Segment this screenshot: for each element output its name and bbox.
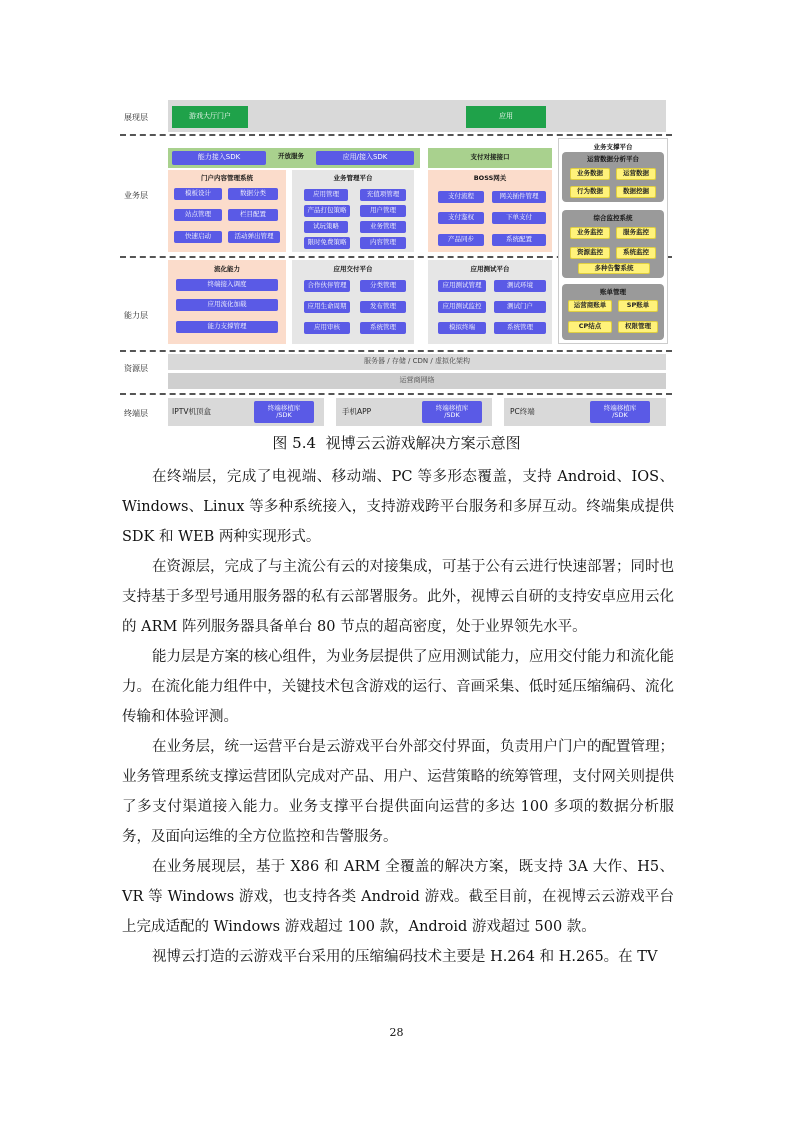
monitor-item: 系统监控 [616,247,656,259]
layer-label-terminal: 终端层 [124,409,148,418]
boss-item: 产品同步 [438,234,484,246]
streaming-item: 能力支撑管理 [176,321,278,333]
layer-label-resource: 资源层 [124,364,148,373]
capability-sdk-box: 能力接入SDK [172,151,266,165]
delivery-item: 发布管理 [360,301,406,313]
streaming-title: 流化能力 [214,265,240,273]
streaming-item: 应用流化加载 [176,299,278,311]
page-number: 28 [389,1026,404,1039]
portal-item: 活动弹出管理 [228,231,280,243]
monitor-item: 服务监控 [616,227,656,239]
paragraph: 在业务展现层，基于 X86 和 ARM 全覆盖的解决方案，既支持 3A 大作、H5、VR 等 Windows 游戏，也支持各类 Android 游戏。截至目前，在视博云云游戏平台上完成适配的 Windows 游戏超过 100 款，Android 游戏超过 500 款。 [122,859,674,935]
analytics-item: 数据挖掘 [616,186,656,198]
testing-item: 模拟终端 [438,322,486,334]
open-service-label: 开放服务 [278,152,304,161]
analytics-item: 运营数据 [616,168,656,180]
portal-item: 快速启动 [174,231,222,243]
separator [120,350,672,352]
lobby-portal-box: 游戏大厅门户 [172,106,248,128]
terminal-sdk-box: 终端移植库 /SDK [590,401,650,423]
portal-item: 数据分类 [228,188,278,200]
layer-label-capability: 能力层 [124,311,148,320]
terminal-sdk-box: 终端移植库 /SDK [422,401,482,423]
testing-item: 应用测试监控 [438,301,486,313]
separator [120,134,672,136]
analytics-item: 业务数据 [570,168,610,180]
billing-item: CP结点 [568,321,612,333]
delivery-item: 分类管理 [360,280,406,292]
paragraph: 能力层是方案的核心组件，为业务层提供了应用测试能力，应用交付能力和流化能力。在流化能力组件中，关键技术包含游戏的运行、音画采集、低时延压缩编码、流化传输和体验评测。 [122,649,674,725]
figure-caption: 图 5.4 视博云云游戏解决方案示意图 [272,434,521,452]
paragraph: 在资源层，完成了与主流公有云的对接集成，可基于公有云进行快速部署；同时也支持基于多型号通用服务器的私有云部署服务。此外，视博云自研的支持安卓应用云化的 ARM 阵列服务器具备单台 80 节点的超高密度，处于业界领先水平。 [122,559,674,635]
paragraph: 视博云打造的云游戏平台采用的压缩编码技术主要是 H.264 和 H.265。在 TV [152,949,658,965]
body-text [122,462,674,972]
paragraph: 在业务层，统一运营平台是云游戏平台外部交付界面，负责用户门户的配置管理；业务管理系统支撑运营团队完成对产品、用户、运营策略的统筹管理，支付网关则提供了多支付渠道接入能力。业务支撑平台提供面向运营的多达 100 多项的数据分析服务，及面向运维的全方位监控和告警服务。 [122,739,674,845]
biz-mgmt-item: 试玩策略 [304,221,348,233]
delivery-item: 应用审核 [304,322,350,334]
monitor-item: 业务监控 [570,227,610,239]
app-box: 应用 [466,106,546,128]
streaming-item: 终端接入调度 [176,279,278,291]
monitor-item: 多种告警系统 [578,263,650,274]
portal-item: 站点管理 [174,209,222,221]
biz-mgmt-item: 应用管理 [304,189,348,201]
app-sdk-box: 应用/接入SDK [316,151,414,165]
terminal-sdk-box: 终端移植库 /SDK [254,401,314,423]
testing-item: 测试环境 [494,280,546,292]
layer-label-business: 业务层 [124,191,148,200]
biz-support-title: 业务支撑平台 [593,143,633,151]
portal-cms-title: 门户内容管理系统 [201,174,253,182]
biz-mgmt-item: 业务管理 [360,221,406,233]
resource-network-bar: 运营商网络 [168,373,666,389]
layer-label-presentation: 展现层 [124,113,148,122]
portal-item: 栏目配置 [228,209,278,221]
boss-item: 支付鉴权 [438,212,484,224]
billing-item: 权限管理 [618,321,658,333]
monitor-item: 资源监控 [570,247,610,259]
biz-mgmt-title: 业务管理平台 [333,174,373,182]
billing-item: SP账单 [618,300,658,312]
analytics-title: 运营数据分析平台 [587,155,639,163]
testing-item: 应用测试管理 [438,280,486,292]
boss-item: 下单支付 [492,212,546,224]
boss-item: 网关插件管理 [492,191,546,203]
boss-item: 系统配置 [492,234,546,246]
delivery-title: 应用交付平台 [333,265,373,273]
testing-item: 系统管理 [494,322,546,334]
testing-item: 测试门户 [494,301,546,313]
boss-item: 支付流程 [438,191,484,203]
testing-title: 应用测试平台 [470,265,510,273]
billing-title: 账单管理 [600,288,626,296]
terminal-iptv-label: IPTV机顶盒 [172,407,211,416]
payment-interface-bar: 支付对接接口 [428,148,552,168]
portal-item: 模板设计 [174,188,222,200]
billing-item: 运营商账单 [568,300,612,312]
biz-mgmt-item: 限时免费策略 [304,237,350,249]
paragraph: 在终端层，完成了电视端、移动端、PC 等多形态覆盖，支持 Android、IOS、Windows、Linux 等多种系统接入，支持游戏跨平台服务和多屏互动。终端集成提供 SDK 和 WEB 两种实现形式。 [122,469,674,545]
biz-mgmt-item: 内容管理 [360,237,406,249]
biz-mgmt-item: 充值项管理 [360,189,406,201]
monitor-title: 综合监控系统 [593,214,633,222]
delivery-item: 合作伙伴管理 [304,280,350,292]
boss-gateway-title: BOSS网关 [473,174,507,182]
separator [120,393,672,395]
delivery-item: 系统管理 [360,322,406,334]
delivery-item: 应用生命周期 [304,301,350,313]
terminal-mobile-label: 手机APP [342,407,372,416]
biz-mgmt-item: 用户管理 [360,205,406,217]
analytics-item: 行为数据 [570,186,610,198]
resource-servers-bar: 服务器 / 存储 / CDN / 虚拟化架构 [168,354,666,370]
biz-mgmt-item: 产品打包策略 [304,205,350,217]
terminal-pc-label: PC终端 [510,407,535,416]
architecture-diagram [120,92,672,428]
